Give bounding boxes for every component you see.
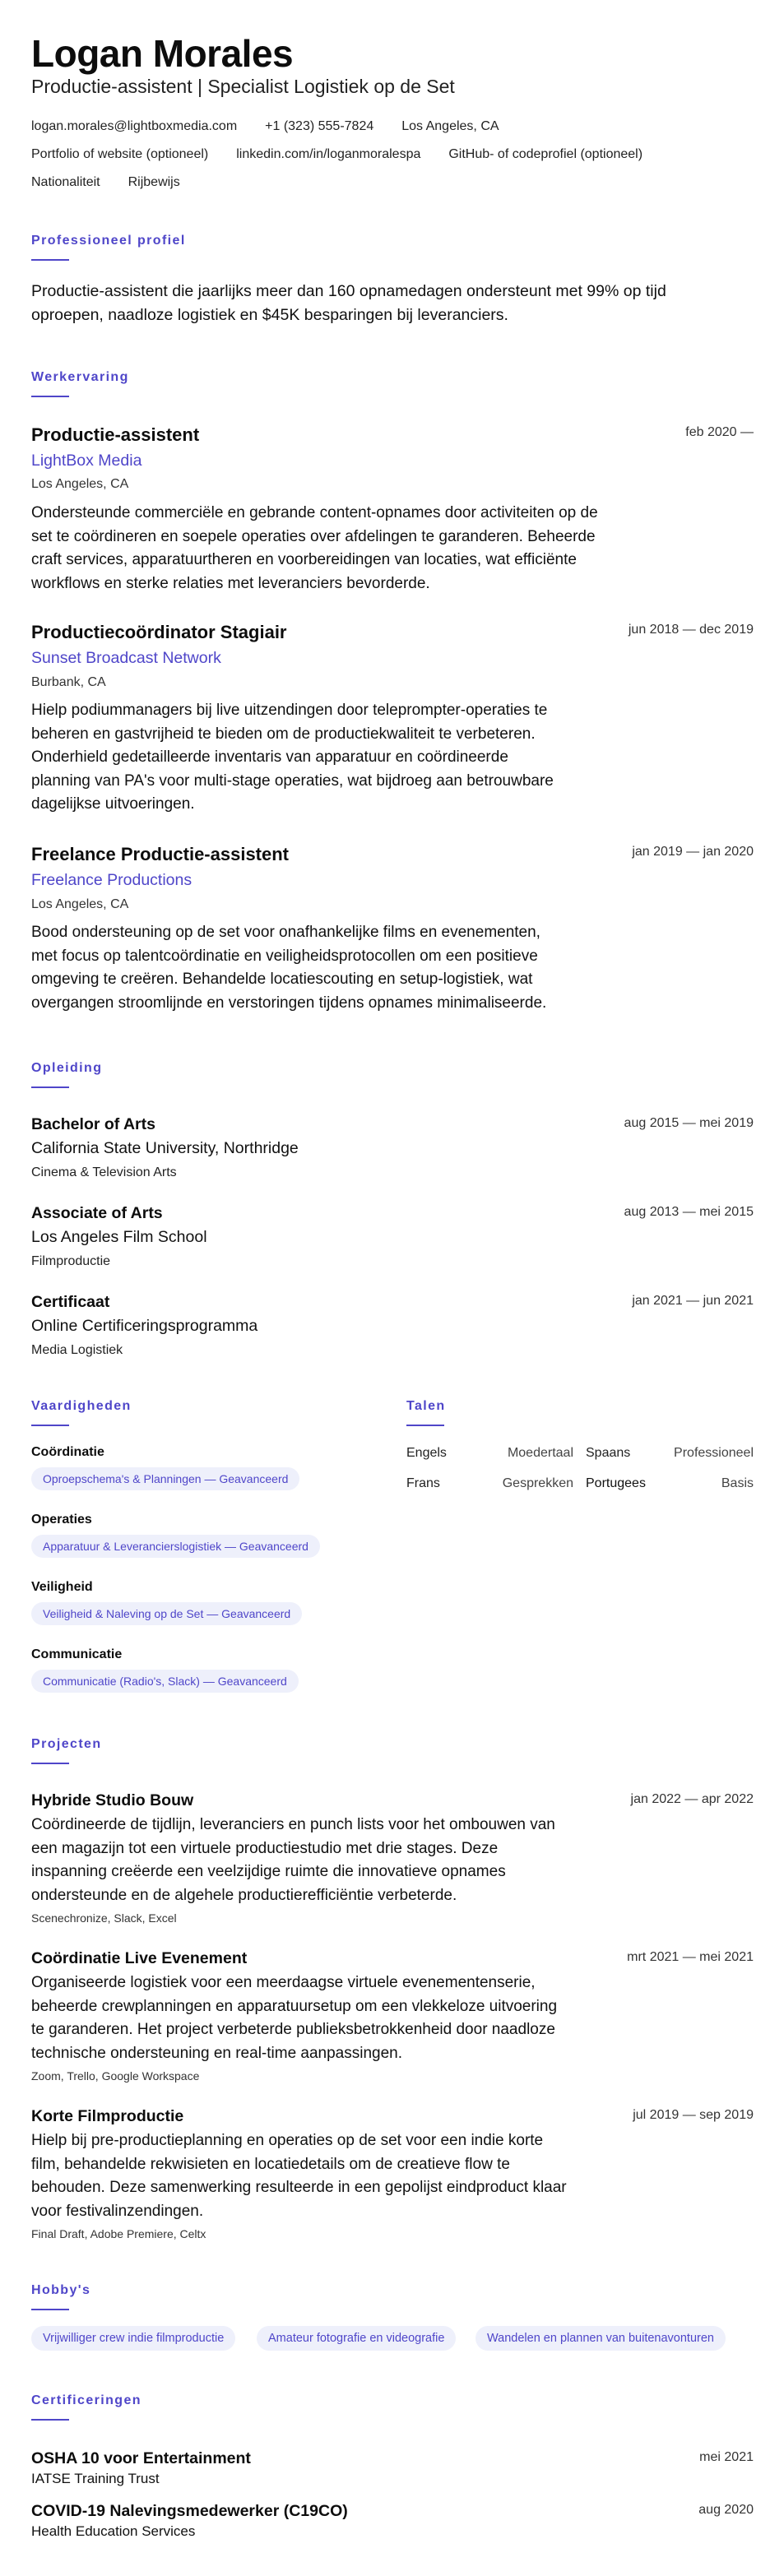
- skill-category: Coördinatie: [31, 1445, 104, 1459]
- education-degree: Bachelor of Arts: [31, 1115, 155, 1133]
- skill-pill: Oproepschema's & Planningen — Geavanceerd: [31, 1467, 299, 1490]
- job-title: Freelance Productie-assistent: [31, 844, 290, 864]
- project-dates: jan 2022 — apr 2022: [630, 1792, 754, 1806]
- contact-row-3: [31, 175, 180, 190]
- education-field: Filmproductie: [31, 1254, 111, 1268]
- job-company: Freelance Productions: [31, 871, 193, 889]
- project-description-line: technische ondersteuning en real-time aanpassingen.: [31, 2044, 403, 2062]
- email-link[interactable]: logan.morales@lightboxmedia.com: [31, 119, 238, 133]
- project-description-line: Hielp bij pre-productieplanning en operaties op de set voor een indie korte: [31, 2132, 544, 2149]
- job-title: Productiecoördinator Stagiair: [31, 622, 287, 642]
- job-description: [31, 699, 652, 817]
- language-name: Engels: [406, 1446, 447, 1460]
- certification-issuer: Health Education Services: [31, 2523, 196, 2539]
- job-location: Los Angeles, CA: [31, 477, 129, 491]
- job-description-line: beheren en gastvrijheid te bieden om de productiekwaliteit te verbeteren.: [31, 725, 536, 743]
- experience-underline: [31, 396, 69, 397]
- project-name: Hybride Studio Bouw: [31, 1791, 194, 1809]
- job-description-line: Bood ondersteuning op de set voor onafhankelijke films en evenementen,: [31, 924, 540, 941]
- project-description-line: voor festivalinzendingen.: [31, 2202, 204, 2220]
- language-name: Spaans: [586, 1446, 631, 1460]
- job-location: Los Angeles, CA: [31, 897, 129, 911]
- experience-section-title: Werkervaring: [31, 370, 129, 384]
- project-description-line: ondersteunde en de algehele productierefficiëntie verbeterde.: [31, 1886, 457, 1904]
- project-name: Korte Filmproductie: [31, 2107, 184, 2125]
- certification-date: aug 2020: [698, 2503, 754, 2517]
- nationality-text: Nationaliteit: [31, 175, 100, 189]
- hobbies-section-title: Hobby's: [31, 2283, 91, 2297]
- project-tools: Final Draft, Adobe Premiere, Celtx: [31, 2227, 206, 2240]
- education-school: Online Certificeringsprogramma: [31, 1317, 258, 1335]
- github-link[interactable]: GitHub- of codeprofiel (optioneel): [448, 147, 643, 161]
- project-description-line: film, behandelde rekwisieten en locatiedetails om de creatieve flow te: [31, 2155, 510, 2173]
- location-text: Los Angeles, CA: [401, 119, 499, 133]
- contact-row-2: [31, 147, 643, 162]
- profile-underline: [31, 259, 69, 261]
- skill-pill: Communicatie (Radio's, Slack) — Geavanceerd: [31, 1670, 299, 1693]
- job-description: [31, 921, 652, 1015]
- skill-category: Communicatie: [31, 1647, 123, 1661]
- skill-category: Operaties: [31, 1513, 92, 1527]
- hobby-pill: Amateur fotografie en videografie: [257, 2326, 456, 2351]
- skills-underline: [31, 1425, 69, 1426]
- project-name: Coördinatie Live Evenement: [31, 1949, 248, 1967]
- project-description-line: inspanning creëerde een veelzijdige ruimte die innovatieve opnames: [31, 1863, 506, 1880]
- linkedin-link[interactable]: linkedin.com/in/loganmoralespa: [236, 147, 421, 161]
- languages-underline: [406, 1425, 444, 1426]
- skill-category: Veiligheid: [31, 1580, 93, 1594]
- project-description-line: een magazijn tot een virtuele productiestudio met drie stages. Deze: [31, 1839, 499, 1857]
- projects-underline: [31, 1763, 69, 1764]
- phone-number[interactable]: +1 (323) 555-7824: [265, 119, 374, 133]
- portfolio-link[interactable]: Portfolio of website (optioneel): [31, 147, 209, 161]
- job-description: [31, 502, 652, 595]
- project-description: [31, 1971, 624, 2065]
- candidate-name: Logan Morales: [31, 32, 294, 75]
- job-description-line: Ondersteunde commerciële en gebrande content-opnames door activiteiten op de: [31, 504, 598, 521]
- job-description-line: overgangen stroomlijnde en verstoringen tijdens opnames minimaliseerde.: [31, 994, 547, 1012]
- job-description-line: set te coördineren en soepele operaties over afdelingen te garanderen. Beheerde: [31, 527, 596, 545]
- job-description-line: workflows en sterke relaties met leveranciers bevorderde.: [31, 574, 430, 592]
- skill-pill: Veiligheid & Naleving op de Set — Geavanceerd: [31, 1602, 302, 1625]
- job-dates: feb 2020 —: [685, 425, 754, 439]
- job-location: Burbank, CA: [31, 675, 106, 689]
- certifications-underline: [31, 2419, 69, 2421]
- language-name: Portugees: [586, 1476, 646, 1490]
- profile-text-line-1: Productie-assistent die jaarlijks meer dan 160 opnamedagen ondersteunt met 99% op tijd: [31, 282, 666, 300]
- job-description-line: dagelijkse uitvoeringen.: [31, 795, 195, 813]
- contact-row-1: [31, 119, 499, 134]
- project-description-line: beheerde crewplanningen en apparatuursetup om een vlekkeloze uitvoering: [31, 1997, 558, 2015]
- education-dates: jan 2021 — jun 2021: [632, 1294, 754, 1308]
- education-dates: aug 2013 — mei 2015: [624, 1205, 754, 1219]
- drivers-license-text: Rijbewijs: [128, 175, 180, 189]
- job-description-line: planning van PA's voor multi-stage operaties, wat bijdroeg aan betrouwbare: [31, 771, 554, 790]
- project-description-line: behouden. Deze samenwerking resulteerde in een gepolijst eindproduct klaar: [31, 2179, 567, 2196]
- project-dates: mrt 2021 — mei 2021: [627, 1950, 754, 1964]
- hobbies-underline: [31, 2309, 69, 2310]
- hobby-pill: Vrijwilliger crew indie filmproductie: [31, 2326, 235, 2351]
- job-title: Productie-assistent: [31, 424, 200, 445]
- project-description-line: Coördineerde de tijdlijn, leveranciers en punch lists voor het ombouwen van: [31, 1816, 555, 1833]
- language-level: Gesprekken: [502, 1476, 573, 1490]
- education-underline: [31, 1086, 69, 1088]
- education-degree: Associate of Arts: [31, 1204, 163, 1222]
- certifications-section-title: Certificeringen: [31, 2393, 141, 2407]
- language-level: Professioneel: [674, 1446, 754, 1460]
- project-dates: jul 2019 — sep 2019: [633, 2108, 754, 2122]
- language-level: Moedertaal: [507, 1446, 573, 1460]
- job-description-line: omgeving te creëren. Behandelde locatiescouting en setup-logistiek, wat: [31, 971, 533, 988]
- profile-section-title: Professioneel profiel: [31, 234, 186, 248]
- languages-section-title: Talen: [406, 1399, 446, 1413]
- education-dates: aug 2015 — mei 2019: [624, 1116, 754, 1130]
- projects-section-title: Projecten: [31, 1737, 102, 1751]
- job-description-line: Hielp podiummanagers bij live uitzendingen door teleprompter-operaties te: [31, 702, 548, 719]
- certification-date: mei 2021: [699, 2450, 754, 2464]
- education-field: Media Logistiek: [31, 1343, 123, 1357]
- project-description: [31, 2129, 640, 2223]
- education-school: California State University, Northridge: [31, 1139, 299, 1157]
- language-level: Basis: [721, 1476, 754, 1490]
- education-field: Cinema & Television Arts: [31, 1165, 177, 1179]
- job-dates: jan 2019 — jan 2020: [632, 845, 754, 859]
- project-description: [31, 1814, 624, 1907]
- education-school: Los Angeles Film School: [31, 1228, 207, 1246]
- job-description-line: craft services, apparatuurtheren en voorbereidingen van locaties, wat efficiënte: [31, 551, 577, 568]
- profile-text-line-2: oproepen, naadloze logistiek en $45K besparingen bij leveranciers.: [31, 306, 508, 324]
- skill-pill: Apparatuur & Leverancierslogistiek — Geavanceerd: [31, 1535, 320, 1558]
- education-section-title: Opleiding: [31, 1061, 103, 1075]
- project-description-line: te garanderen. Het project verbeterde publieksbetrokkenheid door naadloze: [31, 2021, 555, 2038]
- job-description-line: Onderhield gedetailleerde inventaris van apparatuur en coördineerde: [31, 748, 508, 766]
- project-tools: Zoom, Trello, Google Workspace: [31, 2069, 200, 2083]
- certification-name: OSHA 10 voor Entertainment: [31, 2449, 251, 2467]
- certification-name: COVID-19 Nalevingsmedewerker (C19CO): [31, 2502, 348, 2520]
- language-name: Frans: [406, 1476, 440, 1490]
- job-company: LightBox Media: [31, 452, 142, 470]
- project-tools: Scenechronize, Slack, Excel: [31, 1911, 177, 1925]
- hobby-pill: Wandelen en plannen van buitenavonturen: [476, 2326, 726, 2351]
- job-description-line: met focus op talentcoördinatie en veiligheidsprotocollen om een positieve: [31, 947, 538, 965]
- job-dates: jun 2018 — dec 2019: [628, 623, 754, 637]
- candidate-subtitle: Productie-assistent | Specialist Logistiek op de Set: [31, 76, 455, 97]
- education-degree: Certificaat: [31, 1293, 110, 1311]
- skills-section-title: Vaardigheden: [31, 1399, 132, 1413]
- project-description-line: Organiseerde logistiek voor een meerdaagse virtuele evenementenserie,: [31, 1974, 536, 1991]
- job-company: Sunset Broadcast Network: [31, 649, 221, 667]
- certification-issuer: IATSE Training Trust: [31, 2471, 160, 2486]
